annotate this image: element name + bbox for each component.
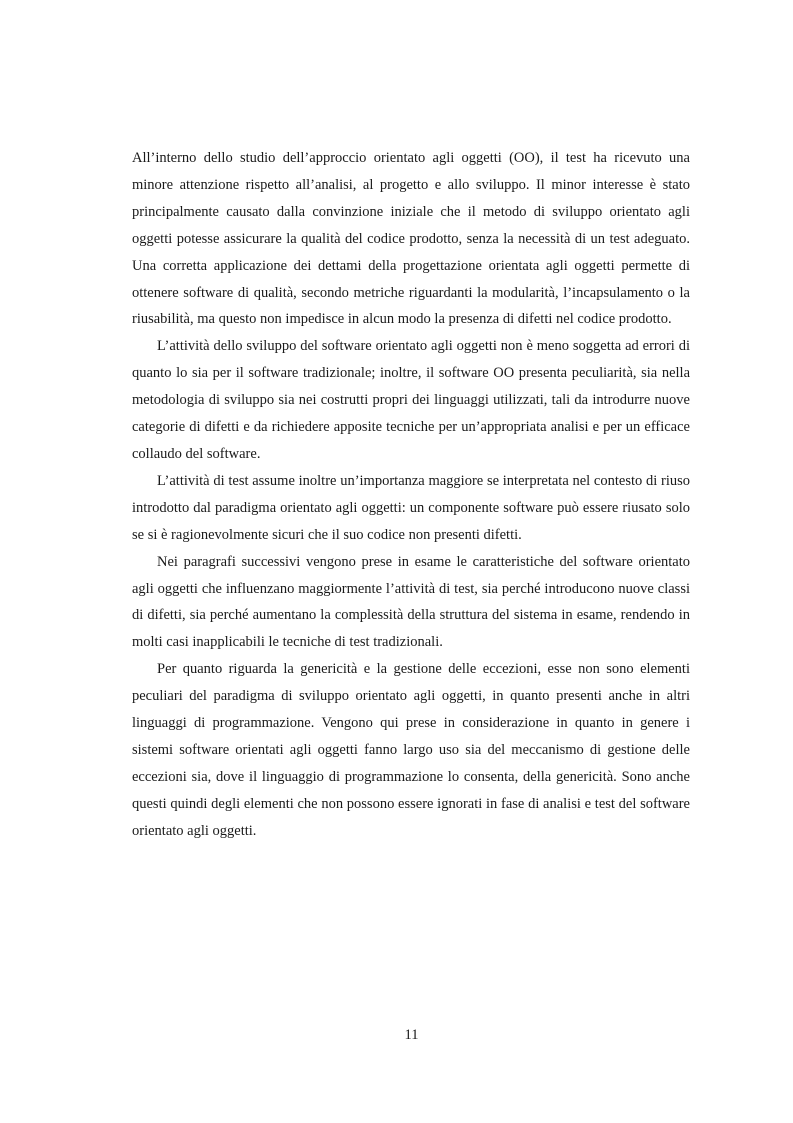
paragraph-1: All’interno dello studio dell’approccio orientato agli oggetti (OO), il test ha ricevuto una minore attenzione rispetto all’analisi, al progetto e allo sviluppo. Il minor interesse è stato principalmente causato dalla convinzione iniziale che il metodo di sviluppo orientato agli oggetti potesse assicurare la qualità del codice prodotto, senza la necessità di un test adeguato. Una corretta applicazione dei dettami della progettazione orientata agli oggetti permette di ottenere software di qualità, secondo metriche riguardanti la modularità, l’incapsulamento o la riusabilità, ma questo non impedisce in alcun modo la presenza di difetti nel codice prodotto. — [132, 150, 690, 328]
paragraph-5: Per quanto riguarda la genericità e la gestione delle eccezioni, esse non sono elementi peculiari del paradigma di sviluppo orientato agli oggetti, in quanto presenti anche in altri linguaggi di programmazione. Vengono qui prese in considerazione in quanto in genere i sistemi software orientati agli oggetti fanno largo uso sia del meccanismo di gestione delle eccezioni sia, dove il linguaggio di programmazione lo consenta, della genericità. Sono anche questi quindi degli elementi che non possono essere ignorati in fase di analisi e test del software orientato agli oggetti. — [132, 661, 690, 839]
paragraph-2: L’attività dello sviluppo del software orientato agli oggetti non è meno soggetta ad errori di quanto lo sia per il software tradizionale; inoltre, il software OO presenta peculiarità, sia nella metodologia di sviluppo sia nei costrutti propri dei linguaggi utilizzati, tali da introdurre nuove categorie di difetti e da richiedere apposite tecniche per un’appropriata analisi e per un efficace collaudo del software. — [132, 338, 690, 462]
page-number: 11 — [404, 1027, 419, 1043]
paragraph-3: L’attività di test assume inoltre un’importanza maggiore se interpretata nel contesto di riuso introdotto dal paradigma orientato agli oggetti: un componente software può essere riusato solo se si è ragionevolmente sicuri che il suo codice non presenti difetti. — [132, 472, 690, 543]
body-text — [132, 145, 690, 845]
paragraph-4: Nei paragrafi successivi vengono prese in esame le caratteristiche del software orientato agli oggetti che influenzano maggiormente l’attività di test, sia perché introducono nuove classi di difetti, sia perché aumentano la complessità della struttura del sistema in esame, rendendo in molti casi inapplicabili le tecniche di test tradizionali. — [132, 553, 690, 651]
